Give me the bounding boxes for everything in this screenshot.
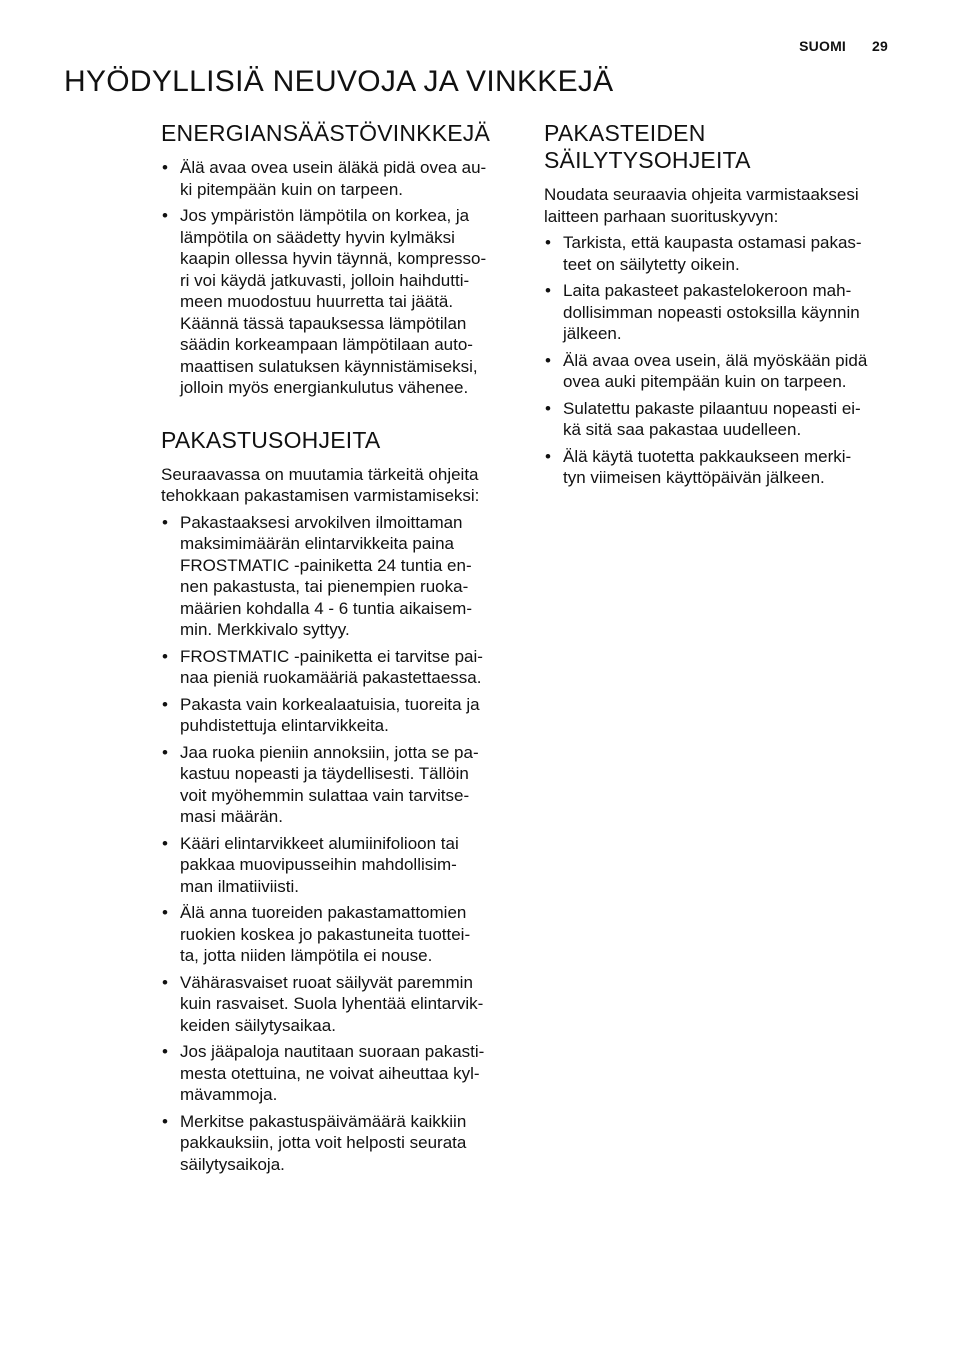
- energy-heading: ENERGIANSÄÄSTÖVINKKEJÄ: [161, 120, 491, 146]
- list-item: • FROSTMATIC -painiketta ei tarvitse pai- naa pieniä ruokamääriä pakastettaessa.: [161, 646, 521, 689]
- list-item: • Kääri elintarvikkeet alumiinifolioon tai pakkaa muovipusseihin mahdollisim- man ilmatiiviisti.: [161, 833, 521, 898]
- list-item: • Älä avaa ovea usein, älä myöskään pidä ovea auki pitempään kuin on tarpeen.: [544, 350, 899, 393]
- freezing-heading: PAKASTUSOHJEITA: [161, 426, 381, 453]
- freezing-list: [161, 512, 521, 1176]
- storage-heading-line1: PAKASTEIDEN: [544, 120, 706, 146]
- list-item: • Älä avaa ovea usein äläkä pidä ovea au- ki pitempään kuin on tarpeen.: [161, 157, 521, 200]
- storage-heading-line2: SÄILYTYSOHJEITA: [544, 147, 751, 173]
- list-item: • Laita pakasteet pakastelokeroon mah- dollisimman nopeasti ostoksilla käynnin jälkeen.: [544, 280, 899, 345]
- freezing-intro: Seuraavassa on muutamia tärkeitä ohjeita tehokkaan pakastamisen varmistamiseksi:: [161, 464, 480, 505]
- storage-heading: [544, 120, 899, 174]
- language-label: SUOMI: [799, 38, 847, 54]
- list-item: • Merkitse pakastuspäivämäärä kaikkiin pakkauksiin, jotta voit helposti seurata säilytysaikoja.: [161, 1111, 521, 1176]
- list-item: • Jos ympäristön lämpötila on korkea, ja lämpötila on säädetty hyvin kylmäksi kaapin ollessa hyvin täynnä, kompresso- ri voi käydä jatkuvasti, jolloin haihdutti- meen muodostuu huurretta tai jäätä. Käännä tässä tapauksessa lämpötilan säädin korkeampaan lämpötilaan auto- maattisen sulatuksen käynnistämiseksi, jolloin myös energiankulutus vähenee.: [161, 205, 521, 399]
- list-item: • Jaa ruoka pieniin annoksiin, jotta se pa- kastuu nopeasti ja täydellisesti. Tällöin voit myöhemmin sulattaa vain tarvitse- masi määrän.: [161, 742, 521, 828]
- page-number: 29: [872, 38, 888, 54]
- list-item: • Vähärasvaiset ruoat säilyvät paremmin kuin rasvaiset. Suola lyhentää elintarvik- keiden säilytysaikaa.: [161, 972, 521, 1037]
- right-column: [544, 120, 899, 494]
- list-item: • Pakastaaksesi arvokilven ilmoittaman maksimimäärän elintarvikkeita paina FROSTMATIC -painiketta 24 tuntia en- nen pakastusta, tai pienempien ruoka- määrien kohdalla 4 - 6 tuntia aikaisem- min. Merkkivalo syttyy.: [161, 512, 521, 641]
- page-title: HYÖDYLLISIÄ NEUVOJA JA VINKKEJÄ: [64, 65, 614, 98]
- storage-list: [544, 232, 899, 489]
- list-item: • Älä käytä tuotetta pakkaukseen merki- tyn viimeisen käyttöpäivän jälkeen.: [544, 446, 899, 489]
- list-item: • Älä anna tuoreiden pakastamattomien ruokien koskea jo pakastuneita tuottei- ta, jotta niiden lämpötila ei nouse.: [161, 902, 521, 967]
- left-column: [161, 120, 521, 1180]
- list-item: • Pakasta vain korkealaatuisia, tuoreita ja puhdistettuja elintarvikkeita.: [161, 694, 521, 737]
- list-item: • Sulatettu pakaste pilaantuu nopeasti ei- kä sitä saa pakastaa uudelleen.: [544, 398, 899, 441]
- list-item: • Jos jääpaloja nautitaan suoraan pakasti- mesta otettuina, ne voivat aiheuttaa kyl- mävammoja.: [161, 1041, 521, 1106]
- storage-intro: Noudata seuraavia ohjeita varmistaaksesi laitteen parhaan suorituskyvyn:: [544, 185, 859, 226]
- energy-list: [161, 157, 521, 399]
- running-header: [799, 38, 888, 54]
- list-item: • Tarkista, että kaupasta ostamasi pakas- teet on säilytetty oikein.: [544, 232, 899, 275]
